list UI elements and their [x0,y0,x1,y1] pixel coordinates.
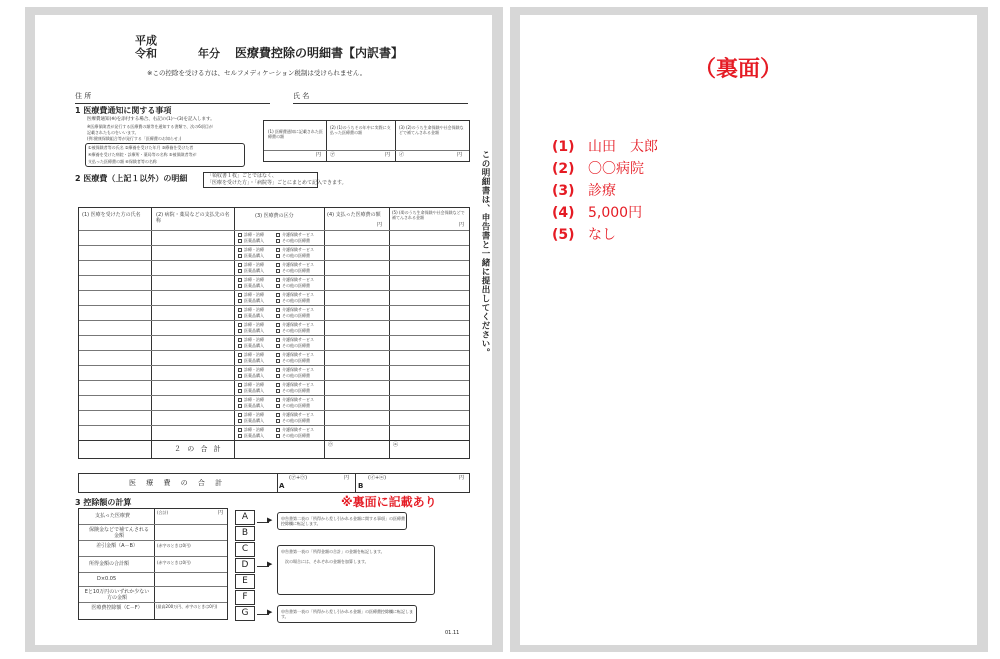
cat-other: その他の医療費 [282,433,310,438]
yen-unit: 円 [457,152,463,158]
back-list-item [552,206,642,220]
table-row[interactable] [79,365,469,380]
back-title: （裏面） [694,57,783,82]
medical-total-label: 医 療 費 の 合 計 [129,479,227,487]
annotation-back-note: ※裏面に記載あり [341,495,437,509]
cat-other: その他の医療費 [282,358,310,363]
mark-a: ㋐ [330,152,336,158]
cat-other: その他の医療費 [282,373,310,378]
calc-box-c: C [235,542,255,557]
back-item-num: (5) [552,227,575,243]
calc-label: Eと10万円のいずれか少ない方の金額 [84,589,150,601]
cat-medical: 診療・治療 [244,352,264,357]
calc-box-b: B [235,526,255,541]
cat-drugs: 医薬品購入 [244,433,264,438]
total2-label: ２ の 合 計 [174,445,223,453]
section1-title: 1 医療費通知に関する事項 [75,106,172,115]
calc-box-e: E [235,574,255,589]
calc-table [78,508,228,620]
yen-unit: 円 [316,152,322,158]
arrow-note-d-sub: 次の場合には、それぞれの金額を加算します。 [285,559,369,564]
back-list-item [552,162,644,176]
section1-desc: 医療費通知(※)を添付する場合、右記の(1)〜(3)を記入します。 [87,117,215,122]
table-row[interactable] [79,425,469,440]
cat-care: 介護保険サービス [282,382,314,387]
cat-drugs: 医薬品購入 [244,238,264,243]
yen-unit: 円 [385,152,391,158]
cat-medical: 診療・治療 [244,397,264,402]
medical-expense-table [78,207,470,459]
cat-care: 介護保険サービス [282,412,314,417]
section1-note: ※医療保険者が発行する医療費の額等を通知する書類で、次の6項目が [87,124,213,129]
form-page [35,15,492,645]
calc-label: 支払った医療費 [95,513,131,519]
cat-medical: 診療・治療 [244,262,264,267]
cat-care: 介護保険サービス [282,352,314,357]
cat-care: 介護保険サービス [282,307,314,312]
table-row[interactable] [79,380,469,395]
cat-medical: 診療・治療 [244,247,264,252]
box-b-label: B [358,482,364,490]
a-formula: (㋐+㋒) [289,475,308,481]
calc-sub: (最高200万円、赤字のときは0円) [156,604,218,609]
cat-other: その他の医療費 [282,388,310,393]
calc-label: 所得金額の合計額 [89,561,130,567]
mark-c: ㋒ [328,442,334,448]
era-heisei: 平成 [135,34,157,47]
cat-care: 介護保険サービス [282,262,314,267]
calc-label: 医療費控除額（C－F） [91,605,143,611]
back-item-num: (2) [552,161,575,177]
cat-medical: 診療・治療 [244,232,264,237]
mark-b: ㋑ [399,152,405,158]
col-hospital: (2) 病院・薬局などの支払先の名称 [156,212,230,224]
arrow-icon: ▶ [267,608,273,616]
cat-medical: 診療・治療 [244,292,264,297]
yen-unit: 円 [344,475,350,481]
cat-drugs: 医薬品購入 [244,253,264,258]
selfmed-note: ※この控除を受ける方は、セルフメディケーション税制は受けられません。 [147,69,367,77]
back-item-num: (3) [552,183,575,199]
table-row[interactable] [79,230,469,245]
table-row[interactable] [79,245,469,260]
yen-unit: 円 [377,222,383,228]
cat-other: その他の医療費 [282,298,310,303]
calc-label: 保険金などで補てんされる金額 [89,527,150,539]
col-category: (3) 医療費の区分 [255,213,294,219]
table-row[interactable] [79,335,469,350]
table-row[interactable] [79,305,469,320]
calc-label: 差引金額（A－B） [96,543,138,549]
cat-care: 介護保険サービス [282,397,314,402]
calc-label: D×0.05 [97,576,117,582]
cat-drugs: 医薬品購入 [244,328,264,333]
cat-other: その他の医療費 [282,328,310,333]
back-item-value: 〇〇病院 [588,161,644,177]
b-formula: (㋑+㋓) [368,475,387,481]
back-item-num: (4) [552,205,575,221]
cat-drugs: 医薬品購入 [244,298,264,303]
cat-other: その他の医療費 [282,313,310,318]
calc-sub: (赤字のときは0円) [157,560,191,565]
section1-note: (例:健康保険組合等が発行する「医療費のお知らせ」) [87,136,182,141]
section1-col3: (3) (2)のうち生命保険や社会保険などで補てんされる金額 [399,125,464,135]
back-item-value: 診療 [588,183,616,199]
calc-sub: (赤字のときは0円) [157,543,191,548]
calc-sub: (合計) [157,510,169,515]
cat-care: 介護保険サービス [282,367,314,372]
table-row[interactable] [79,395,469,410]
col-covered: (5) (4)のうち生命保険や社会保険などで補てんされる金額 [392,210,465,220]
form-code: 01.11 [445,630,460,636]
mark-d: ㋓ [393,442,399,448]
section2-title: 2 医療費（上記１以外）の明細 [75,174,188,183]
section1-note: 支払った医療費の額 ⑥保険者等の名称 [88,159,157,164]
cat-drugs: 医薬品購入 [244,388,264,393]
back-item-value: 5,000円 [588,205,643,221]
table-row[interactable] [79,260,469,275]
cat-other: その他の医療費 [282,283,310,288]
back-page [520,15,977,645]
cat-medical: 診療・治療 [244,412,264,417]
cat-care: 介護保険サービス [282,232,314,237]
yen-unit: 円 [459,475,465,481]
cat-drugs: 医薬品購入 [244,283,264,288]
section1-note: 記載されたものをいいます。 [87,130,139,135]
table-row[interactable] [79,290,469,305]
yen-unit: 円 [218,510,224,516]
cat-other: その他の医療費 [282,238,310,243]
cat-medical: 診療・治療 [244,382,264,387]
cat-drugs: 医薬品購入 [244,268,264,273]
section2-note-2: 「医療を受けた方」・「病院等」ごとにまとめて記入できます。 [207,180,347,186]
cat-medical: 診療・治療 [244,367,264,372]
cat-medical: 診療・治療 [244,322,264,327]
cat-medical: 診療・治療 [244,337,264,342]
col-patient: (1) 医療を受けた方の氏名 [82,212,141,218]
cat-drugs: 医薬品購入 [244,343,264,348]
cat-other: その他の医療費 [282,343,310,348]
cat-care: 介護保険サービス [282,322,314,327]
calc-box-d: D [235,558,255,573]
cat-other: その他の医療費 [282,418,310,423]
arrow-note-a: 申告書第二表の「所得から差し引かれる金額に関する事項」の医療費控除欄に転記します。 [281,516,405,526]
table-row[interactable] [79,320,469,335]
calc-box-a: A [235,510,255,525]
cat-medical: 診療・治療 [244,307,264,312]
cat-care: 介護保険サービス [282,337,314,342]
cat-medical: 診療・治療 [244,427,264,432]
cat-care: 介護保険サービス [282,247,314,252]
back-list-item [552,184,616,198]
back-page-frame [510,7,988,652]
section3-title: 3 控除額の計算 [75,498,132,507]
back-item-value: なし [588,227,616,243]
table-total-row [79,440,469,458]
cat-other: その他の医療費 [282,253,310,258]
cat-other: その他の医療費 [282,268,310,273]
cat-drugs: 医薬品購入 [244,373,264,378]
section1-note: ④療養を受けた病院・診療所・薬局等の名称 ⑤被保険者等が [88,152,197,157]
form-page-frame [25,7,503,652]
cat-care: 介護保険サービス [282,277,314,282]
cat-drugs: 医薬品購入 [244,358,264,363]
col-paid: (4) 支払った医療費の額 [327,212,381,218]
cat-other: その他の医療費 [282,403,310,408]
table-row[interactable] [79,275,469,290]
yen-unit: 円 [459,222,465,228]
cat-care: 介護保険サービス [282,427,314,432]
form-title: 医療費控除の明細書【内訳書】 [235,46,404,60]
vertical-submit-note: この明細書は、申告書と一緒に提出してください。 [480,150,490,357]
table-row[interactable] [79,410,469,425]
arrow-note-g: 申告書第一表の「所得から差し引かれる金額」の医療費控除欄に転記します。 [281,609,413,619]
section1-note: ①被保険者等の氏名 ②療養を受けた年月 ③療養を受けた者 [88,145,194,150]
section1-table [263,120,470,162]
address-label: 住 所 [75,92,92,100]
year-label: 年分 [198,47,220,60]
back-list-item [552,140,658,154]
back-list-item [552,228,616,242]
cat-drugs: 医薬品購入 [244,313,264,318]
calc-box-g: G [235,606,255,621]
box-a-label: A [279,482,285,490]
cat-drugs: 医薬品購入 [244,418,264,423]
cat-care: 介護保険サービス [282,292,314,297]
back-item-num: (1) [552,139,575,155]
medical-total-box [78,473,470,493]
arrow-icon: ▶ [267,560,273,568]
cat-drugs: 医薬品購入 [244,403,264,408]
name-label: 氏 名 [293,92,310,100]
arrow-note-d: 申告書第一表の「所得金額の合計」の金額を転記します。 [281,549,385,554]
section2-note-1: 「領収書１枚」ごとではなく、 [207,173,277,179]
back-item-value: 山田 太郎 [588,139,658,155]
era-reiwa: 令和 [135,47,157,60]
section1-col1: (1) 医療費通知に記載された医療費の額 [268,129,323,139]
calc-box-f: F [235,590,255,605]
cat-medical: 診療・治療 [244,277,264,282]
table-row[interactable] [79,350,469,365]
arrow-icon: ▶ [267,516,273,524]
section1-col2: (2) (1)のうちその年中に実際に支払った医療費の額 [330,125,391,135]
